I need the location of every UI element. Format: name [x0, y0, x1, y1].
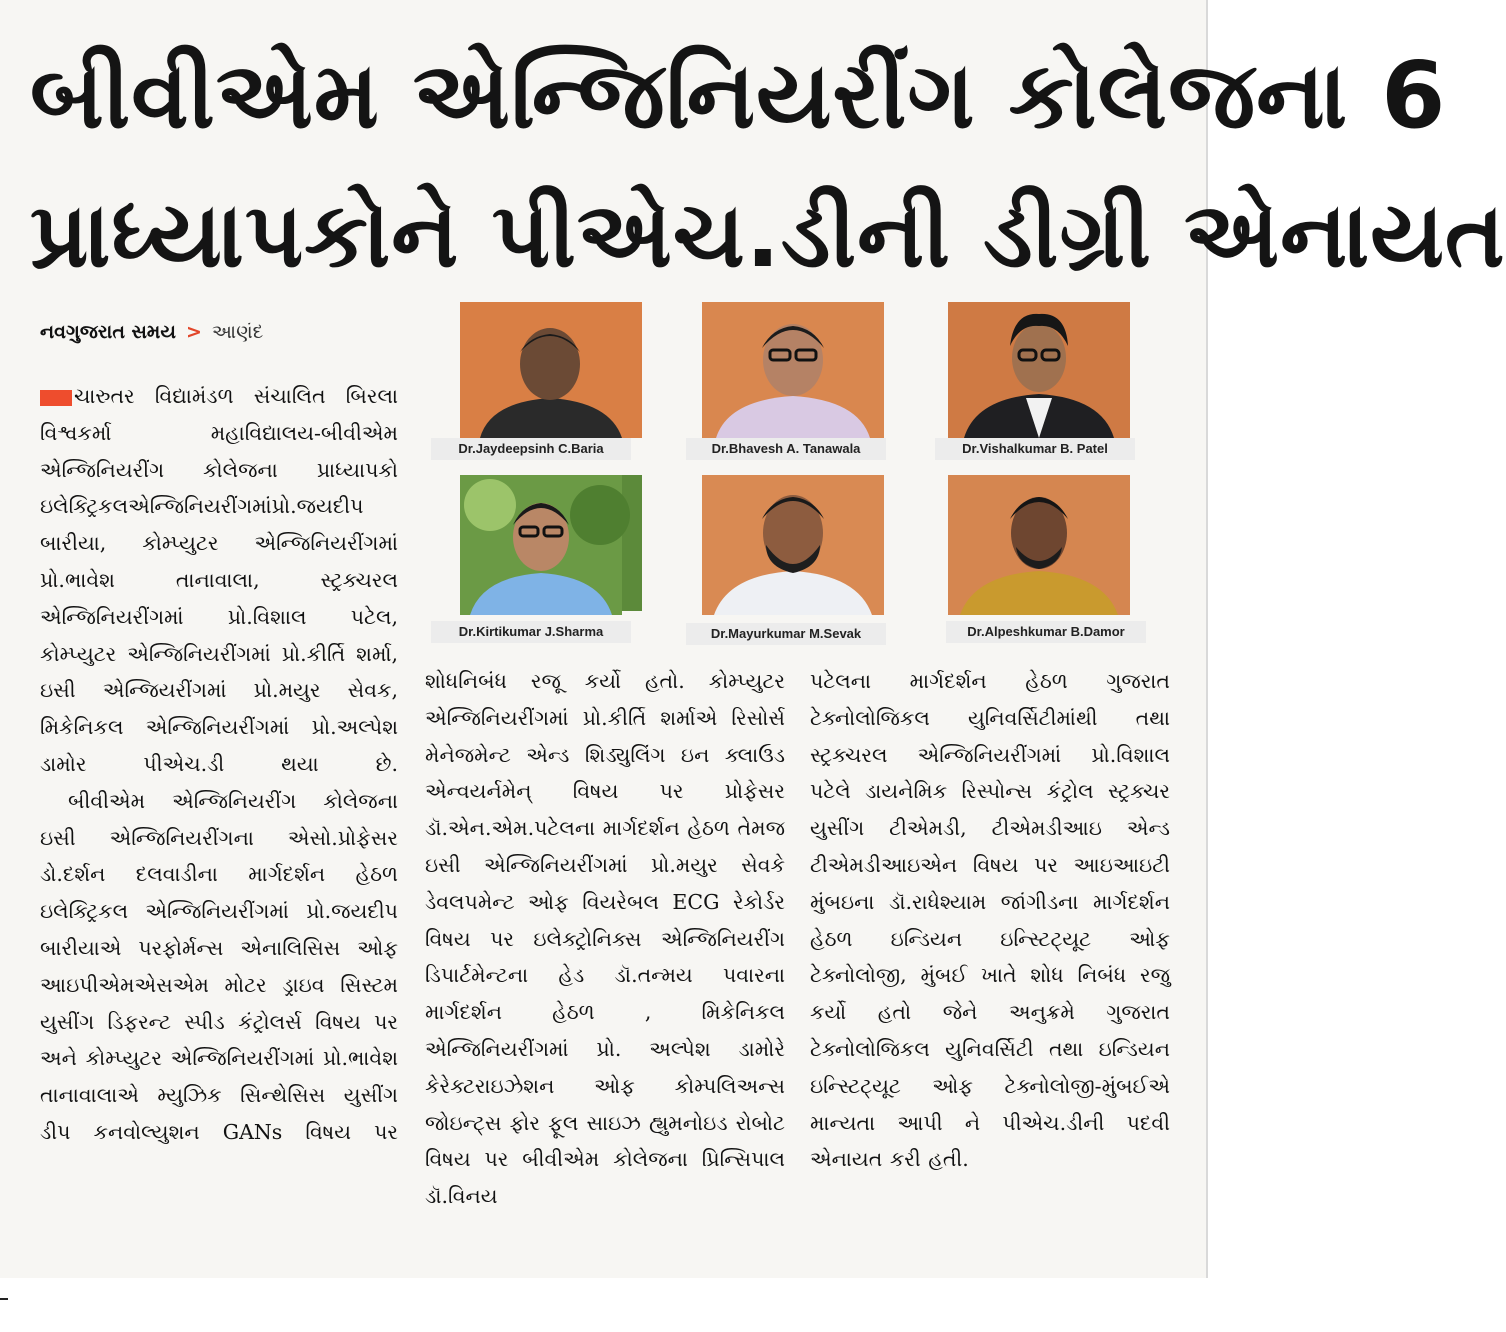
headline-line-1: બીવીએમ એન્જિનિયરીંગ કોલેજના 6 — [30, 42, 1447, 149]
byline-source: નવગુજરાત સમય — [40, 321, 176, 343]
photo-portrait-6 — [948, 475, 1130, 611]
paragraph-marker — [40, 390, 72, 406]
byline — [40, 318, 263, 346]
article-column-3-text: પટેલના માર્ગદર્શન હેઠળ ગુજરાત ટેક્નોલોજિકલ યુનિવર્સિટીમાંથી તથા સ્ટ્રક્ચરલ એન્જિનિયરીંગમાં પ્રો.વિશાલ પટેલે ડાયનેમિક રિસ્પોન્સ કંટ્રોલ સ્ટ્રક્ચર યુસીંગ ટીએમડી, ટીએમડીઆઇ એન્ડ ટીએમડીઆઇએન વિષય પર આઇઆઇટી મુંબઇના ડૉ.રાધેશ્યામ જાંગીડના માર્ગદર્શન હેઠળ ઇન્ડિયન ઇન્સ્ટિટ્યૂટ ઓફ ટેક્નોલોજી, મુંબઈ ખાતે શોધ નિબંધ રજુ કર્યો હતો જેને અનુક્રમે ગુજરાત ટેક્નોલોજિકલ યુનિવર્સિટી તથા ઇન્ડિયન ઇન્સ્ટિટ્યૂટ ઓફ ટેક્નોલોજી-મુંબઈએ માન્યતા આપી ને પીએચ.ડીની પદવી એનાયત કરી હતી. — [810, 669, 1170, 1172]
byline-place: આણંદ — [211, 321, 264, 343]
photo-portrait-3 — [948, 302, 1130, 438]
photo-caption-3: Dr.Vishalkumar B. Patel — [935, 438, 1135, 460]
article-column-2 — [425, 663, 785, 1215]
photo-caption-4: Dr.Kirtikumar J.Sharma — [431, 621, 631, 643]
photo-portrait-2 — [702, 302, 884, 438]
article-paragraph-2: બીવીએમ એન્જિનિયરીંગ કોલેજના ઇસી એન્જિનિયરીંગના એસો.પ્રોફેસર ડો.દર્શન દલવાડીના માર્ગદર્શન હેઠળ ઇલેક્ટ્રિકલ એન્જિનિયરીંગમાં પ્રો.જયદીપ બારીયાએ પરફોર્મન્સ એનાલિસિસ ઓફ આઇપીએમએસએમ મોટર ડ્રાઇવ સિસ્ટમ યુસીંગ ડિફરન્ટ સ્પીડ કંટ્રોલર્સ વિષય પર અને કોમ્પ્યુટર એન્જિનિયરીંગમાં પ્રો.ભાવેશ તાનાવાલાએ મ્યુઝિક સિન્થેસિસ યુસીંગ ડીપ કનવોલ્યુશન GANs વિષય પર — [40, 788, 398, 1144]
photo-caption-5: Dr.Mayurkumar M.Sevak — [686, 623, 886, 645]
article-paragraph-1-text: ચારુતર વિદ્યામંડળ સંચાલિત બિરલા વિશ્વકર્મા મહાવિદ્યાલય-બીવીએમ એન્જિનિયરીંગ કોલેજના પ્રાધ્યાપકો ઇલેક્ટ્રિકલએન્જિનિયરીંગમાંપ્રો.જયદીપ બારીયા, કોમ્પ્યુટર એન્જિનિયરીંગમાં પ્રો.ભાવેશ તાનાવાલા, સ્ટ્રક્ચરલ એન્જિનિયરીંગમાં પ્રો.વિશાલ પટેલ, કોમ્પ્યુટર એન્જિનિયરીંગમાં પ્રો.કીર્તિ શર્મા, ઇસી એન્જિયરીંગમાં પ્રો.મયુર સેવક, મિકેનિકલ એન્જિનિયરીંગમાં પ્રો.અલ્પેશ ડામોર પીએચ.ડી થયા છે. — [40, 384, 398, 776]
photo-portrait-4 — [460, 475, 642, 611]
photo-portrait-1 — [460, 302, 642, 438]
blank-margin — [0, 1278, 1206, 1332]
headline-line-2: પ્રાધ્યાપકોને પીએચ.ડીની ડીગ્રી એનાયત — [30, 183, 1506, 288]
article-column-1 — [40, 378, 398, 1151]
article-paragraph-1 — [40, 378, 398, 783]
byline-separator: > — [185, 321, 202, 343]
photo-caption-2: Dr.Bhavesh A. Tanawala — [686, 438, 886, 460]
photo-caption-6: Dr.Alpeshkumar B.Damor — [946, 621, 1146, 643]
edge-mark — [0, 1298, 8, 1300]
photo-portrait-5 — [702, 475, 884, 611]
article-column-2-text: શોધનિબંધ રજૂ કર્યો હતો. કોમ્પ્યુટર એન્જિનિયરીંગમાં પ્રો.કીર્તિ શર્માએ રિસોર્સ મેનેજમેન્ટ એન્ડ શિડ્યુલિંગ ઇન ક્લાઉડ એન્વયર્નમેન્ વિષય પર પ્રોફેસર ડૉ.એન.એમ.પટેલના માર્ગદર્શન હેઠળ તેમજ ઇસી એન્જિનિયરીંગમાં પ્રો.મયુર સેવકે ડેવલપમેન્ટ ઓફ વિયરેબલ ECG રેકોર્ડર વિષય પર ઇલેક્ટ્રોનિક્સ એન્જિનિયરીંગ ડિપાર્ટમેન્ટના હેડ ડૉ.તન્મય પવારના માર્ગદર્શન હેઠળ , મિકેનિકલ એન્જિનિયરીંગમાં પ્રો. અલ્પેશ ડામોરે કેરેક્ટરાઇઝેશન ઓફ કોમ્પલિઅન્સ જોઇન્ટ્સ ફોર ફૂલ સાઇઝ હ્યુમનોઇડ રોબોટ વિષય પર બીવીએમ કોલેજના પ્રિન્સિપાલ ડૉ.વિનય — [425, 669, 785, 1209]
photo-caption-1: Dr.Jaydeepsinh C.Baria — [431, 438, 631, 460]
article-column-3 — [810, 663, 1170, 1178]
